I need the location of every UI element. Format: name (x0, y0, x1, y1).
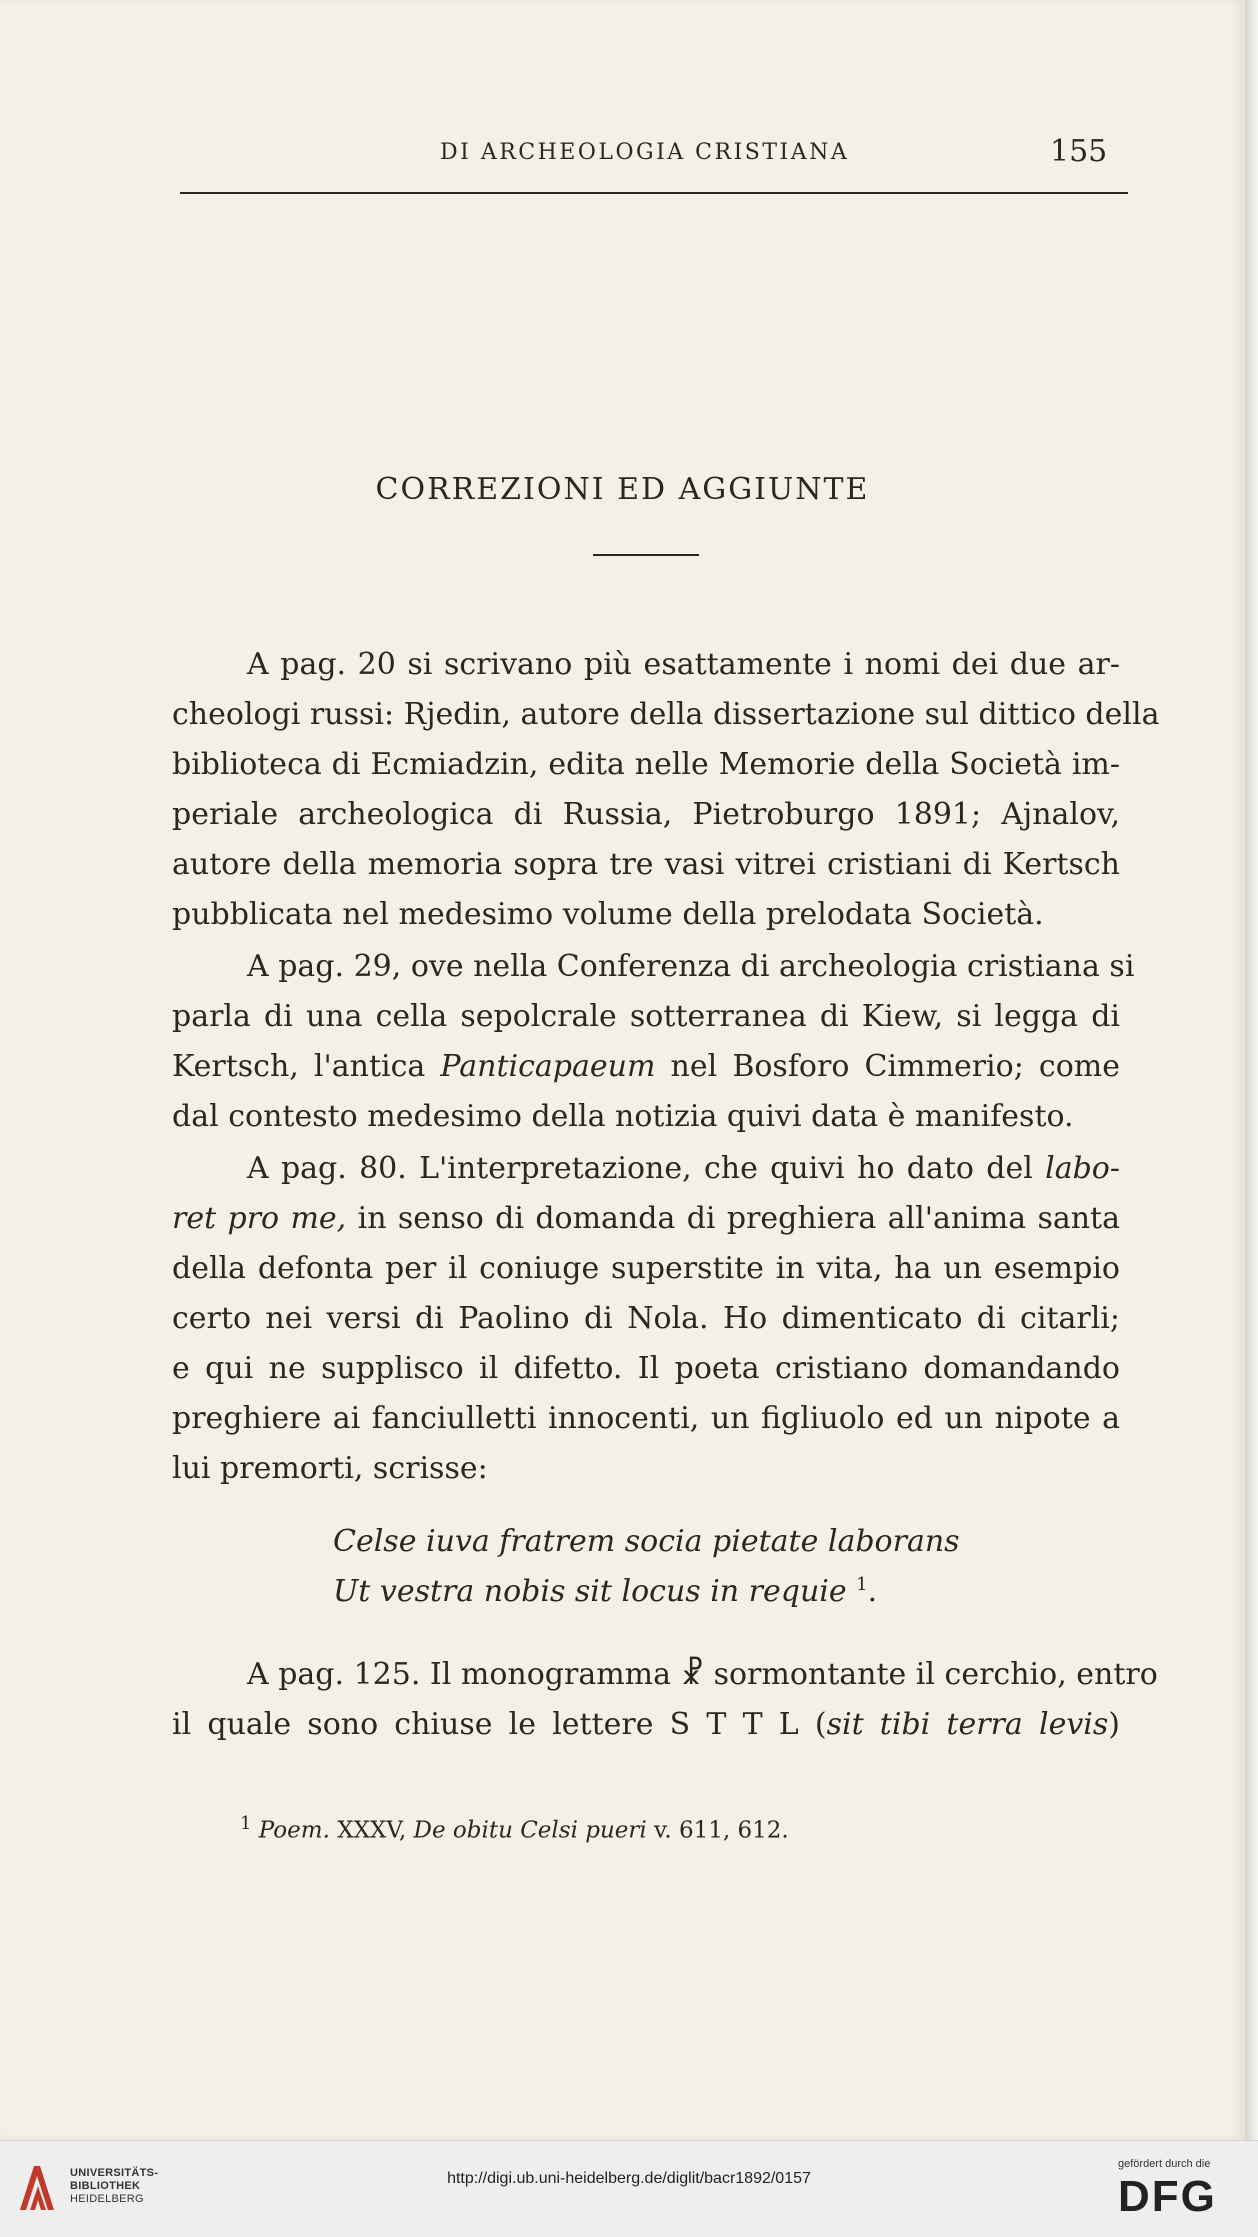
funded-by-label: gefördert durch die (1118, 2158, 1211, 2170)
text-line: e qui ne supplisco il difetto. Il poeta cristiano domandando (172, 1351, 1120, 1386)
italic-run: Panticapaeum (440, 1049, 656, 1084)
page-number: 155 (1050, 134, 1108, 169)
italic-run: sit tibi terra levis (826, 1707, 1109, 1742)
italic-run: ret pro me, (172, 1201, 347, 1236)
library-name-line: HEIDELBERG (70, 2193, 144, 2205)
dfg-logo[interactable]: DFG (1118, 2172, 1217, 2221)
text-line: autore della memoria sopra tre vasi vitrei cristiani di Kertsch (172, 847, 1120, 882)
text-line (172, 1702, 1120, 1748)
text-line: certo nei versi di Paolino di Nola. Ho dimenticato di citarli; (172, 1301, 1120, 1336)
text-line: periale archeologica di Russia, Pietroburgo 1891; Ajnalov, (172, 797, 1120, 832)
text-line: della defonta per il coniuge superstite in vita, ha un esempio (172, 1251, 1120, 1286)
footnote (240, 1813, 789, 1844)
library-name-line: BIBLIOTHEK (70, 2180, 141, 2192)
running-head: DI ARCHEOLOGIA CRISTIANA (440, 140, 850, 165)
italic-run: labo- (1045, 1151, 1120, 1186)
text-line: cheologi russi: Rjedin, autore della dissertazione sul dittico della (172, 697, 1160, 732)
text-line: biblioteca di Ecmiadzin, edita nelle Memorie della Società im- (172, 747, 1120, 782)
text-run: . (867, 1574, 878, 1609)
library-name-line: UNIVERSITÄTS- (70, 2167, 159, 2179)
text-run: il quale sono chiuse le lettere S T T L ( (172, 1707, 827, 1742)
text-run: Ut vestra nobis sit locus in requie (333, 1574, 847, 1609)
text-line: parla di una cella sepolcrale sotterranea di Kiew, si legga di (172, 999, 1120, 1034)
text-run: v. 611, 612. (646, 1817, 789, 1844)
text-line: A pag. 20 si scrivano più esattamente i nomi dei due ar- (247, 647, 1120, 682)
text-run: A pag. 80. L'interpretazione, che quivi ho dato del (247, 1151, 1046, 1186)
text-line: pubblicata nel medesimo volume della prelodata Società. (172, 897, 1044, 932)
footnote-mark: 1 (240, 1813, 252, 1834)
text-run: XXXV, (329, 1817, 414, 1844)
text-line: dal contesto medesimo della notizia quivi data è manifesto. (172, 1099, 1074, 1134)
permalink-url[interactable]: http://digi.ub.uni-heidelberg.de/diglit/bacr1892/0157 (447, 2170, 811, 2187)
text-line (172, 1044, 1120, 1090)
library-logo-icon[interactable] (14, 2160, 62, 2216)
text-line (247, 1146, 1120, 1192)
verse-line: Celse iuva fratrem socia pietate laborans (333, 1524, 960, 1559)
title-rule (593, 554, 699, 556)
text-line (172, 1196, 1120, 1242)
page-edge (1245, 0, 1258, 2140)
text-run: nel Bosforo Cimmerio; come (655, 1049, 1120, 1084)
section-title: CORREZIONI ED AGGIUNTE (375, 472, 870, 507)
text-line: preghiere ai fanciulletti innocenti, un figliuolo ed un nipote a (172, 1401, 1120, 1436)
italic-run: Poem. (258, 1817, 330, 1844)
text-line: A pag. 29, ove nella Conferenza di archeologia cristiana si (247, 949, 1135, 984)
header-rule (180, 192, 1128, 194)
text-line: A pag. 125. Il monogramma ☧ sormontante il cerchio, entro (247, 1657, 1158, 1692)
text-run: in senso di domanda di preghiera all'anima santa (346, 1201, 1120, 1236)
text-line: lui premorti, scrisse: (172, 1451, 488, 1486)
text-run: Kertsch, l'antica (172, 1049, 441, 1084)
text-run: ) (1108, 1707, 1120, 1742)
italic-run: De obitu Celsi pueri (413, 1817, 647, 1844)
viewer-footer (0, 2140, 1258, 2237)
verse-line (333, 1574, 877, 1609)
footnote-ref[interactable]: 1 (856, 1574, 868, 1595)
